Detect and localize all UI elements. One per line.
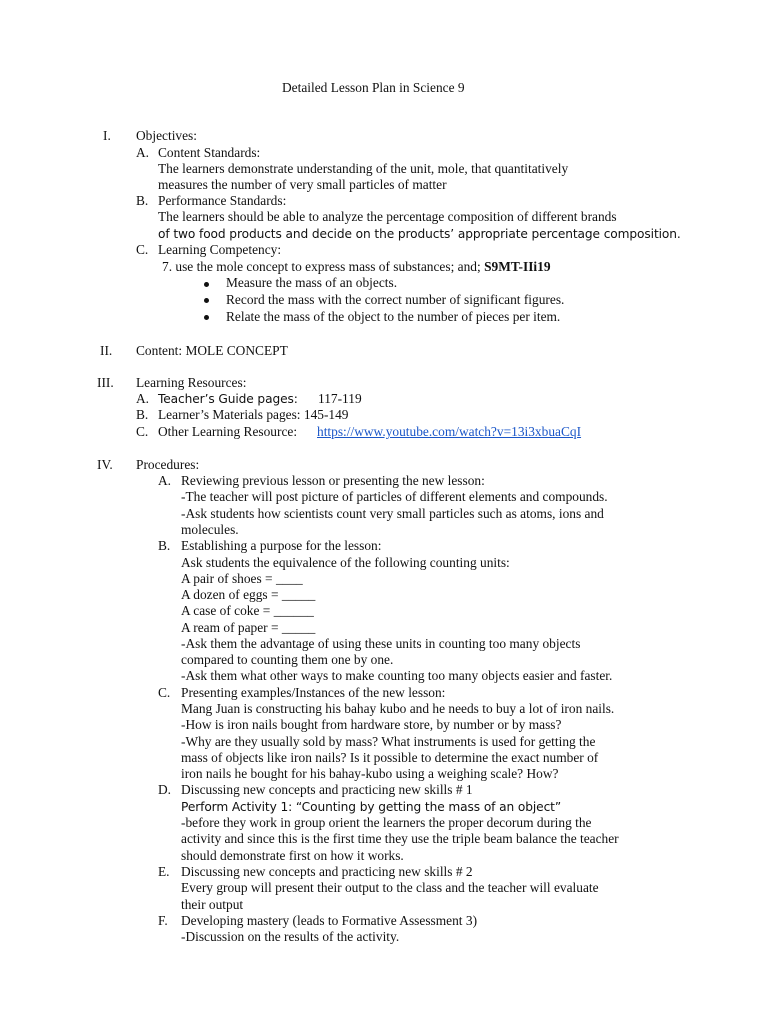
section-3b-letter: B. xyxy=(136,407,149,422)
youtube-resource-link[interactable]: https://www.youtube.com/watch?v=13i3xbuaCqI xyxy=(317,424,582,439)
bullet-icon xyxy=(204,315,209,320)
procedure-text-line: -Discussion on the results of the activity. xyxy=(181,929,400,944)
procedure-text-line: -Ask students how scientists count very small particles such as atoms, ions and xyxy=(181,506,604,521)
section-1a-letter: A. xyxy=(136,145,150,160)
objective-bullet-item: Relate the mass of the object to the number of pieces per item. xyxy=(226,309,561,324)
section-3a-letter: A. xyxy=(136,391,150,406)
procedure-text-line: -before they work in group orient the learners the proper decorum during the xyxy=(181,815,592,830)
competency-text: 7. use the mole concept to express mass of substances; and; xyxy=(162,259,481,274)
procedure-text-line: -Ask them the advantage of using these units in counting too many objects xyxy=(181,636,581,651)
section-4c-label: Presenting examples/Instances of the new lesson: xyxy=(181,685,446,700)
procedure-text-line: -The teacher will post picture of particles of different elements and compounds. xyxy=(181,489,608,504)
section-3c-letter: C. xyxy=(136,424,149,439)
section-2-number: II. xyxy=(100,343,113,358)
activity-title-line: Perform Activity 1: “Counting by getting the mass of an object” xyxy=(181,800,562,814)
procedure-text-line: compared to counting them one by one. xyxy=(181,652,394,667)
section-1-label: Objectives: xyxy=(136,128,197,143)
section-1c-letter: C. xyxy=(136,242,149,257)
section-1c-label: Learning Competency: xyxy=(158,242,282,257)
section-1b-text-line: of two food products and decide on the products’ appropriate percentage composition. xyxy=(158,227,681,241)
bullet-icon xyxy=(204,282,209,287)
counting-unit-line: A ream of paper = _____ xyxy=(181,620,316,635)
counting-unit-line: A dozen of eggs = _____ xyxy=(181,587,316,602)
teachers-guide-pages: 117-119 xyxy=(318,391,362,406)
teachers-guide-text: Teacher’s Guide pages: xyxy=(158,392,298,406)
section-3-label: Learning Resources: xyxy=(136,375,247,390)
competency-line xyxy=(162,259,551,275)
procedure-text-line: should demonstrate first on how it works. xyxy=(181,848,404,863)
section-1a-text-line: measures the number of very small particles of matter xyxy=(158,177,447,192)
procedure-text-line: Ask students the equivalence of the following counting units: xyxy=(181,555,510,570)
other-resource-text: Other Learning Resource: xyxy=(158,424,298,439)
document-title: Detailed Lesson Plan in Science 9 xyxy=(282,80,465,95)
counting-unit-line: A case of coke = ______ xyxy=(181,603,314,618)
procedure-text-line: mass of objects like iron nails? Is it possible to determine the exact number of xyxy=(181,750,599,765)
procedure-text-line: iron nails he bought for his bahay-kubo using a weighing scale? How? xyxy=(181,766,559,781)
section-3-number: III. xyxy=(97,375,114,390)
procedure-text-line: activity and since this is the first time they use the triple beam balance the teacher xyxy=(181,831,619,846)
procedure-text-line: -Ask them what other ways to make counting too many objects easier and faster. xyxy=(181,668,613,683)
section-4a-label: Reviewing previous lesson or presenting the new lesson: xyxy=(181,473,485,488)
counting-unit-line: A pair of shoes = ____ xyxy=(181,571,303,586)
procedure-text-line: -How is iron nails bought from hardware store, by number or by mass? xyxy=(181,717,562,732)
section-1a-label: Content Standards: xyxy=(158,145,261,160)
section-4a-letter: A. xyxy=(158,473,172,488)
section-4d-letter: D. xyxy=(158,782,172,797)
section-1-number: I. xyxy=(103,128,111,143)
section-1b-label: Performance Standards: xyxy=(158,193,287,208)
section-4-label: Procedures: xyxy=(136,457,200,472)
section-4f-letter: F. xyxy=(158,913,168,928)
section-4b-label: Establishing a purpose for the lesson: xyxy=(181,538,382,553)
procedure-text-line: molecules. xyxy=(181,522,239,537)
procedure-text-line: their output xyxy=(181,897,244,912)
section-4f-label: Developing mastery (leads to Formative Assessment 3) xyxy=(181,913,478,928)
competency-code: S9MT-IIi19 xyxy=(484,259,551,274)
section-4e-letter: E. xyxy=(158,864,170,879)
objective-bullet-item: Measure the mass of an objects. xyxy=(226,275,398,290)
section-4e-label: Discussing new concepts and practicing new skills # 2 xyxy=(181,864,473,879)
section-2-label: Content: MOLE CONCEPT xyxy=(136,343,288,358)
section-1b-letter: B. xyxy=(136,193,149,208)
section-1b-text-line: The learners should be able to analyze the percentage composition of different brands xyxy=(158,209,617,224)
learners-materials-text: Learner’s Materials pages: 145-149 xyxy=(158,407,349,422)
section-1a-text-line: The learners demonstrate understanding of the unit, mole, that quantitatively xyxy=(158,161,569,176)
section-4d-label: Discussing new concepts and practicing new skills # 1 xyxy=(181,782,473,797)
procedure-text-line: Mang Juan is constructing his bahay kubo and he needs to buy a lot of iron nails. xyxy=(181,701,615,716)
objective-bullet-item: Record the mass with the correct number of significant figures. xyxy=(226,292,565,307)
section-4c-letter: C. xyxy=(158,685,171,700)
procedure-text-line: Every group will present their output to the class and the teacher will evaluate xyxy=(181,880,599,895)
bullet-icon xyxy=(204,298,209,303)
section-4b-letter: B. xyxy=(158,538,171,553)
procedure-text-line: -Why are they usually sold by mass? What instruments is used for getting the xyxy=(181,734,596,749)
section-4-number: IV. xyxy=(97,457,113,472)
